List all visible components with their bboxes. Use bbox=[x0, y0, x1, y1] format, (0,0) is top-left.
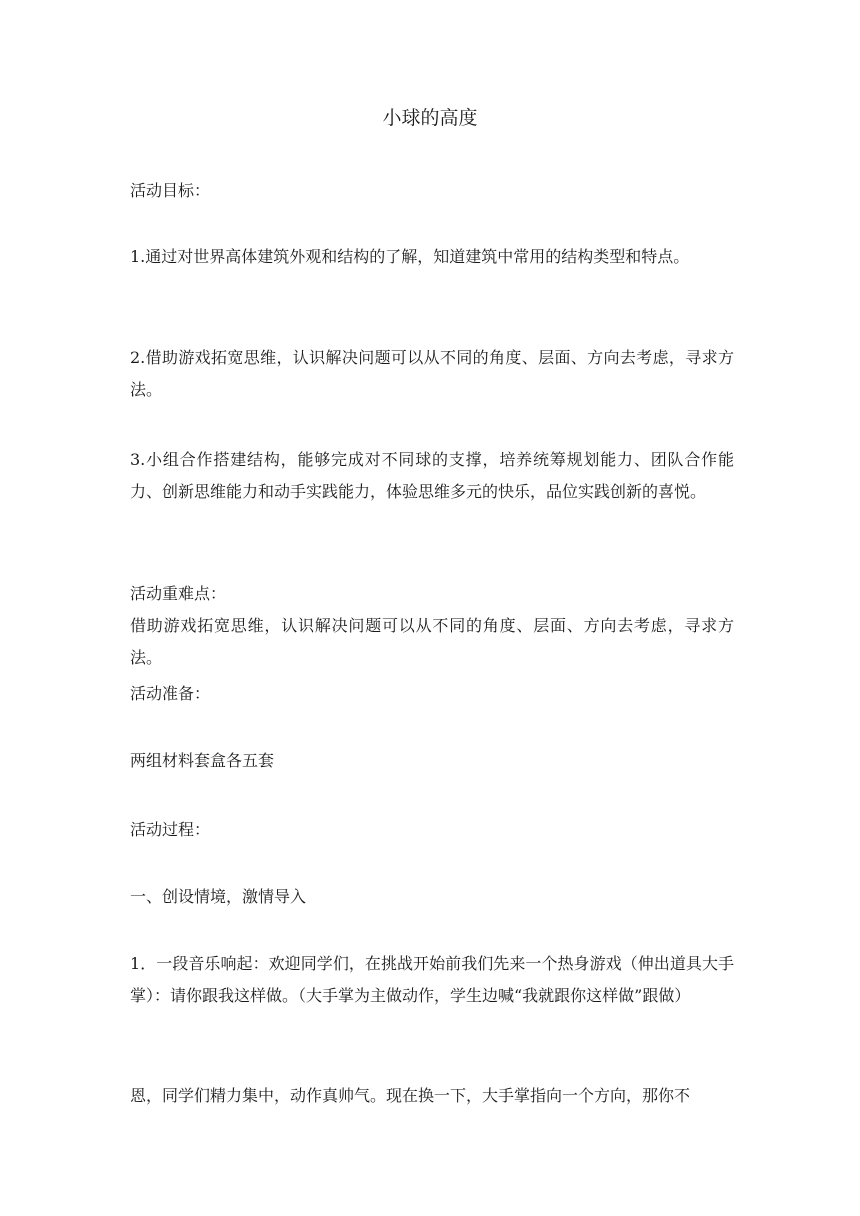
goals-heading: 活动目标： bbox=[130, 181, 211, 200]
goal-item-3: 3.小组合作搭建结构，能够完成对不同球的支撑，培养统筹规划能力、团队合作能力、创新思维能力和动手实践能力，体验思维多元的快乐，品位实践创新的喜悦。 bbox=[130, 450, 734, 501]
step-1-text: 1．一段音乐响起：欢迎同学们，在挑战开始前我们先来一个热身游戏（伸出道具大手掌）：请你跟我这样做。（大手掌为主做动作，学生边喊“我就跟你这样做”跟做） bbox=[130, 954, 734, 1005]
section-1-heading: 一、创设情境，激情导入 bbox=[130, 887, 307, 906]
preparation-heading: 活动准备： bbox=[130, 684, 211, 703]
goal-item-1: 1.通过对世界高体建筑外观和结构的了解，知道建筑中常用的结构类型和特点。 bbox=[130, 247, 690, 266]
process-heading: 活动过程： bbox=[130, 820, 211, 839]
goal-item-2: 2.借助游戏拓宽思维，认识解决问题可以从不同的角度、层面、方向去考虑，寻求方法。 bbox=[130, 348, 734, 399]
key-points-text: 借助游戏拓宽思维，认识解决问题可以从不同的角度、层面、方向去考虑，寻求方法。 bbox=[130, 616, 734, 667]
key-points-heading: 活动重难点： bbox=[130, 584, 227, 603]
step-1-continued: 恩，同学们精力集中，动作真帅气。现在换一下，大手掌指向一个方向，那你不 bbox=[130, 1086, 691, 1105]
document-title: 小球的高度 bbox=[382, 107, 478, 129]
preparation-text: 两组材料套盒各五套 bbox=[130, 751, 275, 770]
